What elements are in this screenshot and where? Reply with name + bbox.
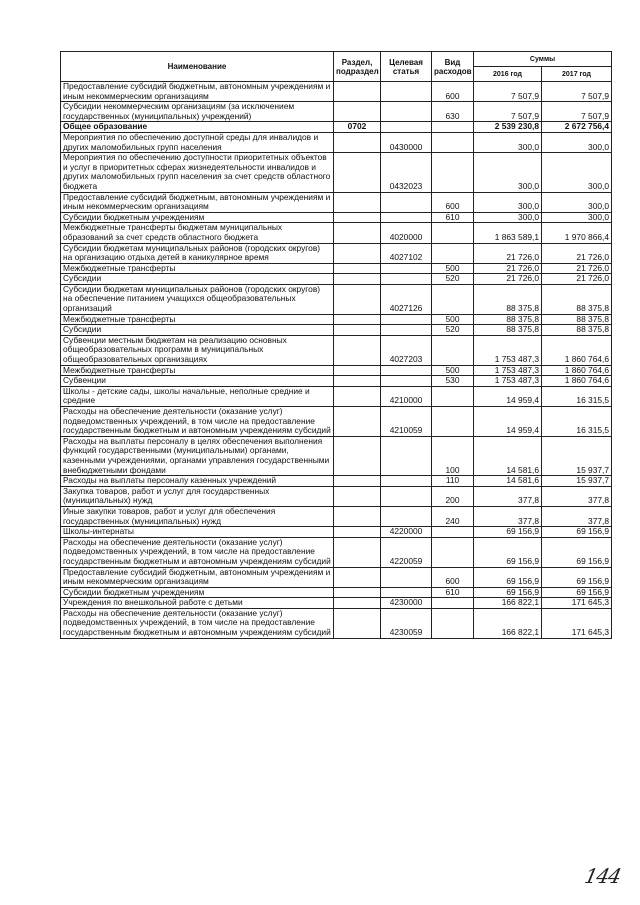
row-sum-2017: 21 726,0 [542, 263, 612, 274]
row-target [381, 587, 432, 598]
row-target [381, 436, 432, 475]
row-sum-2017: 300,0 [542, 153, 612, 192]
row-sum-2016: 69 156,9 [474, 537, 542, 567]
budget-table [60, 51, 612, 639]
row-name: Субсидии бюджетным учреждениям [61, 212, 334, 223]
row-type: 520 [432, 274, 474, 285]
row-section [334, 567, 381, 587]
row-sum-2017: 69 156,9 [542, 587, 612, 598]
row-section [334, 263, 381, 274]
header-type: Вид расходов [432, 52, 474, 82]
row-target: 4020000 [381, 223, 432, 243]
row-section [334, 335, 381, 365]
row-type [432, 132, 474, 152]
row-section [334, 608, 381, 638]
row-section [334, 537, 381, 567]
row-section [334, 386, 381, 406]
row-sum-2016: 377,8 [474, 506, 542, 526]
row-name: Субсидии [61, 325, 334, 336]
row-sum-2016: 21 726,0 [474, 243, 542, 263]
row-sum-2016: 2 539 230,8 [474, 122, 542, 133]
row-target [381, 263, 432, 274]
row-sum-2017: 88 375,8 [542, 325, 612, 336]
row-section [334, 486, 381, 506]
row-section [334, 102, 381, 122]
row-target: 4027126 [381, 284, 432, 314]
row-sum-2017: 15 937,7 [542, 436, 612, 475]
table-row [61, 608, 612, 638]
row-type: 530 [432, 376, 474, 387]
row-type: 600 [432, 567, 474, 587]
table-row [61, 335, 612, 365]
row-section [334, 82, 381, 102]
row-section [334, 436, 381, 475]
row-sum-2017: 300,0 [542, 132, 612, 152]
table-row [61, 506, 612, 526]
row-sum-2016: 7 507,9 [474, 102, 542, 122]
row-type: 500 [432, 365, 474, 376]
table-row [61, 132, 612, 152]
row-name: Предоставление субсидий бюджетным, автономным учреждениям и иным некоммерческим организациям [61, 567, 334, 587]
row-sum-2016: 300,0 [474, 153, 542, 192]
row-type [432, 407, 474, 437]
row-sum-2016: 69 156,9 [474, 567, 542, 587]
row-section [334, 212, 381, 223]
row-section [334, 587, 381, 598]
row-sum-2016: 88 375,8 [474, 325, 542, 336]
row-sum-2016: 14 959,4 [474, 386, 542, 406]
row-sum-2017: 88 375,8 [542, 284, 612, 314]
row-sum-2017: 7 507,9 [542, 102, 612, 122]
row-sum-2017: 300,0 [542, 212, 612, 223]
row-sum-2017: 15 937,7 [542, 476, 612, 487]
table-body [61, 82, 612, 639]
row-type: 500 [432, 263, 474, 274]
row-name: Расходы на обеспечение деятельности (оказание услуг) подведомственных учреждений, в том числе на предоставление государственным бюджетным и автономным учреждениям субсидий [61, 537, 334, 567]
row-sum-2016: 300,0 [474, 212, 542, 223]
row-type: 610 [432, 212, 474, 223]
row-type [432, 223, 474, 243]
row-type [432, 608, 474, 638]
row-sum-2017: 1 860 764,6 [542, 376, 612, 387]
table-row [61, 537, 612, 567]
row-target [381, 122, 432, 133]
row-sum-2017: 69 156,9 [542, 567, 612, 587]
row-name: Мероприятия по обеспечению доступности приоритетных объектов и услуг в приоритетных сферах жизнедеятельности инвалидов и других маломобильных групп населения за счет средств областного бюджета [61, 153, 334, 192]
row-name: Расходы на выплаты персоналу казенных учреждений [61, 476, 334, 487]
table-row [61, 263, 612, 274]
table-row [61, 314, 612, 325]
table-row [61, 243, 612, 263]
header-year-2017: 2017 год [542, 67, 612, 82]
row-sum-2017: 2 672 756,4 [542, 122, 612, 133]
table-row [61, 527, 612, 538]
row-sum-2016: 1 863 589,1 [474, 223, 542, 243]
row-sum-2017: 300,0 [542, 192, 612, 212]
row-section [334, 153, 381, 192]
row-target: 0432023 [381, 153, 432, 192]
table-row [61, 223, 612, 243]
row-sum-2017: 1 970 866,4 [542, 223, 612, 243]
row-section [334, 598, 381, 609]
row-type [432, 153, 474, 192]
row-sum-2017: 69 156,9 [542, 537, 612, 567]
row-sum-2016: 69 156,9 [474, 587, 542, 598]
row-type [432, 284, 474, 314]
table-row [61, 436, 612, 475]
row-sum-2016: 69 156,9 [474, 527, 542, 538]
row-type: 500 [432, 314, 474, 325]
row-name: Школы - детские сады, школы начальные, неполные средние и средние [61, 386, 334, 406]
header-section: Раздел, подраздел [334, 52, 381, 82]
row-sum-2016: 88 375,8 [474, 284, 542, 314]
table-row [61, 407, 612, 437]
row-name: Субсидии бюджетам муниципальных районов (городских округов) на обеспечение питанием учащихся общеобразовательных организаций [61, 284, 334, 314]
row-section [334, 476, 381, 487]
row-section [334, 365, 381, 376]
table-row [61, 284, 612, 314]
table-row [61, 153, 612, 192]
row-type: 110 [432, 476, 474, 487]
row-section [334, 314, 381, 325]
row-type: 610 [432, 587, 474, 598]
row-type: 200 [432, 486, 474, 506]
row-target [381, 476, 432, 487]
row-name: Субсидии [61, 274, 334, 285]
row-name: Межбюджетные трансферты [61, 365, 334, 376]
row-section: 0702 [334, 122, 381, 133]
row-type [432, 537, 474, 567]
row-sum-2016: 1 753 487,3 [474, 335, 542, 365]
row-section [334, 192, 381, 212]
row-name: Школы-интернаты [61, 527, 334, 538]
row-name: Иные закупки товаров, работ и услуг для обеспечения государственных (муниципальных) нужд [61, 506, 334, 526]
row-type [432, 335, 474, 365]
header-sums: Суммы [474, 52, 612, 67]
table-row [61, 365, 612, 376]
row-type: 240 [432, 506, 474, 526]
row-name: Расходы на обеспечение деятельности (оказание услуг) подведомственных учреждений, в том числе на предоставление государственным бюджетным и автономным учреждениям субсидий [61, 608, 334, 638]
row-name: Субсидии некоммерческим организациям (за исключением государственных (муниципальных) учреждений) [61, 102, 334, 122]
row-target: 4230000 [381, 598, 432, 609]
table-row [61, 192, 612, 212]
table-row [61, 386, 612, 406]
header-name: Наименование [61, 52, 334, 82]
row-target [381, 314, 432, 325]
row-sum-2017: 88 375,8 [542, 314, 612, 325]
row-name: Расходы на выплаты персоналу в целях обеспечения выполнения функций государственными (муниципальными) органами, казенными учреждениями, органами управления государственными внебюджетными фондами [61, 436, 334, 475]
row-name: Расходы на обеспечение деятельности (оказание услуг) подведомственных учреждений, в том числе на предоставление государственным бюджетным и автономным учреждениям субсидий [61, 407, 334, 437]
row-sum-2017: 1 860 764,6 [542, 365, 612, 376]
row-section [334, 274, 381, 285]
row-sum-2016: 300,0 [474, 192, 542, 212]
page-number: 144 [582, 864, 623, 888]
row-target: 4027102 [381, 243, 432, 263]
table-row [61, 376, 612, 387]
row-section [334, 325, 381, 336]
row-type: 630 [432, 102, 474, 122]
row-name: Учреждения по внешкольной работе с детьми [61, 598, 334, 609]
row-name: Межбюджетные трансферты [61, 263, 334, 274]
row-sum-2017: 377,8 [542, 506, 612, 526]
row-sum-2017: 21 726,0 [542, 274, 612, 285]
row-target: 4220000 [381, 527, 432, 538]
row-sum-2016: 14 581,6 [474, 476, 542, 487]
row-section [334, 506, 381, 526]
table-row [61, 274, 612, 285]
row-sum-2016: 166 822,1 [474, 608, 542, 638]
row-sum-2017: 377,8 [542, 486, 612, 506]
row-type [432, 527, 474, 538]
row-target [381, 212, 432, 223]
row-sum-2016: 1 753 487,3 [474, 365, 542, 376]
table-row [61, 587, 612, 598]
row-target: 4210059 [381, 407, 432, 437]
row-name: Субвенции [61, 376, 334, 387]
table-row [61, 122, 612, 133]
row-sum-2017: 16 315,5 [542, 407, 612, 437]
row-sum-2016: 21 726,0 [474, 263, 542, 274]
row-name: Межбюджетные трансферты [61, 314, 334, 325]
row-type: 600 [432, 82, 474, 102]
row-type [432, 243, 474, 263]
row-section [334, 407, 381, 437]
row-sum-2016: 14 581,6 [474, 436, 542, 475]
row-target [381, 325, 432, 336]
row-name: Субсидии бюджетам муниципальных районов (городских округов) на организацию отдыха детей в каникулярное время [61, 243, 334, 263]
row-sum-2017: 171 645,3 [542, 598, 612, 609]
row-sum-2017: 16 315,5 [542, 386, 612, 406]
row-section [334, 376, 381, 387]
row-sum-2016: 7 507,9 [474, 82, 542, 102]
row-target [381, 365, 432, 376]
row-section [334, 284, 381, 314]
row-target: 4210000 [381, 386, 432, 406]
row-target [381, 486, 432, 506]
row-target [381, 192, 432, 212]
table-row [61, 325, 612, 336]
row-type: 600 [432, 192, 474, 212]
table-row [61, 476, 612, 487]
row-target [381, 82, 432, 102]
row-target: 4230059 [381, 608, 432, 638]
row-target [381, 102, 432, 122]
row-name: Мероприятия по обеспечению доступной среды для инвалидов и других маломобильных групп населения [61, 132, 334, 152]
row-name: Общее образование [61, 122, 334, 133]
row-sum-2017: 171 645,3 [542, 608, 612, 638]
row-type [432, 122, 474, 133]
row-name: Предоставление субсидий бюджетным, автономным учреждениям и иным некоммерческим организациям [61, 82, 334, 102]
row-sum-2016: 88 375,8 [474, 314, 542, 325]
row-section [334, 527, 381, 538]
table-row [61, 102, 612, 122]
row-target [381, 506, 432, 526]
row-sum-2016: 377,8 [474, 486, 542, 506]
row-target [381, 376, 432, 387]
row-sum-2016: 166 822,1 [474, 598, 542, 609]
row-sum-2017: 69 156,9 [542, 527, 612, 538]
row-target [381, 567, 432, 587]
row-sum-2017: 21 726,0 [542, 243, 612, 263]
table-row [61, 486, 612, 506]
table-row [61, 598, 612, 609]
row-sum-2016: 1 753 487,3 [474, 376, 542, 387]
row-name: Закупка товаров, работ и услуг для государственных (муниципальных) нужд [61, 486, 334, 506]
row-name: Межбюджетные трансферты бюджетам муниципальных образований за счет средств областного бюджета [61, 223, 334, 243]
row-sum-2017: 7 507,9 [542, 82, 612, 102]
row-name: Субсидии бюджетным учреждениям [61, 587, 334, 598]
row-name: Субвенции местным бюджетам на реализацию основных общеобразовательных программ в муниципальных общеобразовательных организациях [61, 335, 334, 365]
header-year-2016: 2016 год [474, 67, 542, 82]
row-sum-2016: 21 726,0 [474, 274, 542, 285]
row-name: Предоставление субсидий бюджетным, автономным учреждениям и иным некоммерческим организациям [61, 192, 334, 212]
row-type: 100 [432, 436, 474, 475]
row-section [334, 243, 381, 263]
row-sum-2017: 1 860 764,6 [542, 335, 612, 365]
row-target [381, 274, 432, 285]
table-row [61, 567, 612, 587]
table-row [61, 82, 612, 102]
row-section [334, 132, 381, 152]
row-sum-2016: 300,0 [474, 132, 542, 152]
row-type: 520 [432, 325, 474, 336]
row-target: 4027203 [381, 335, 432, 365]
header-target: Целевая статья [381, 52, 432, 82]
row-type [432, 386, 474, 406]
row-target: 4220059 [381, 537, 432, 567]
row-section [334, 223, 381, 243]
row-type [432, 598, 474, 609]
table-row [61, 212, 612, 223]
row-sum-2016: 14 959,4 [474, 407, 542, 437]
row-target: 0430000 [381, 132, 432, 152]
